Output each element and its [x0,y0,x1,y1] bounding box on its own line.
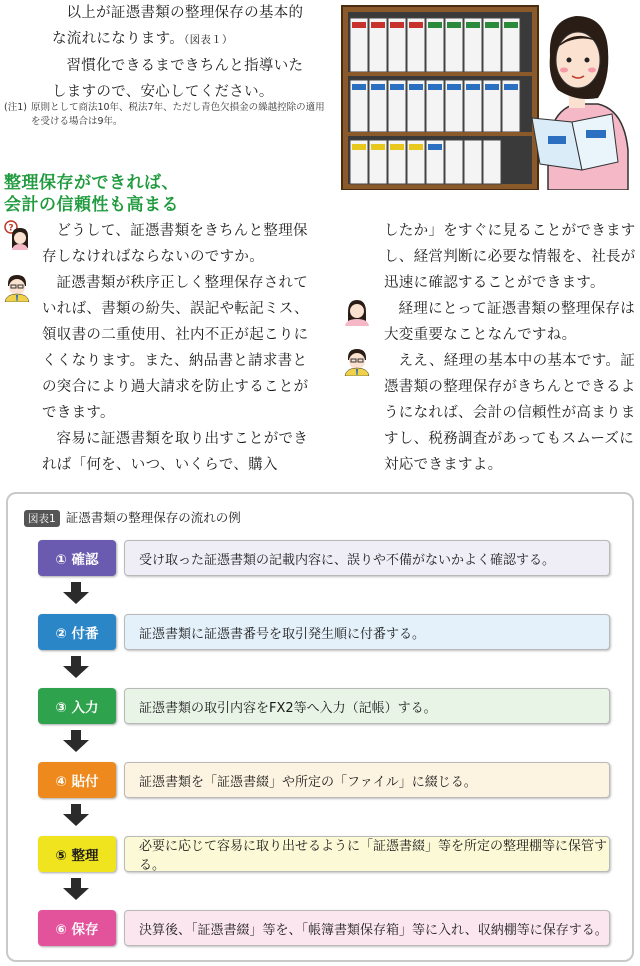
question-1: どうして、証憑書類をきちんと整理保存しなければならないのですか。 [42,223,308,265]
down-arrow-icon [63,804,89,826]
binders-row-1 [350,18,520,72]
step-label: ① 確認 [38,540,116,576]
man-accountant-avatar-icon [2,272,32,302]
step-label: ④ 貼付 [38,762,116,798]
step-label: ⑤ 整理 [38,836,116,872]
figure-reference: （図表１） [184,34,233,46]
figure-1 [6,492,634,962]
woman-figure [532,16,628,190]
svg-text:?: ? [8,223,14,234]
figure-title [24,508,241,527]
step-label: ② 付番 [38,614,116,650]
answer-2-continued: したか」をすぐに見ることができますし、経営判断に必要な情報を、社長が迅速に確認することができます。 [384,223,636,291]
woman-question-avatar-icon [2,220,32,250]
dialogue-left-column [42,218,314,478]
intro-paragraph-2: 習慣化できるまできちんと指導いたしますので、安心してください。 [52,58,304,100]
intro-paragraph-1: 以上が証憑書類の整理保存の基本的な流れになります。（図表１） [52,5,304,47]
footnote-text: 原則として商法10年、税法7年、ただし青色欠損金の繰越控除の適用を受ける場合は9年。 [30,102,325,127]
section-heading-line-2: 会計の信頼性も高まる [4,195,179,215]
step-description: 証憑書類を「証憑書綴」や所定の「ファイル」に綴じる。 [124,762,610,798]
step-label: ③ 入力 [38,688,116,724]
step-description: 証憑書類の取引内容をFX2等へ入力（記帳）する。 [124,688,610,724]
down-arrow-icon [63,730,89,752]
intro-text [52,0,310,105]
binders-row-2 [350,80,520,132]
man-accountant-avatar-icon [342,346,372,376]
footnote [4,101,326,129]
down-arrow-icon [63,582,89,604]
section-heading-line-1: 整理保存ができれば、 [4,173,179,193]
figure-badge: 図表1 [24,510,60,527]
down-arrow-icon [63,878,89,900]
answer-2: 容易に証憑書類を取り出すことができれば「何を、いつ、いくらで、購入 [42,431,309,473]
footnote-marker: (注1) [4,102,27,113]
down-arrow-icon [63,656,89,678]
answer-1: 証憑書類が秩序正しく整理保存されていれば、書類の紛失、誤記や転記ミス、領収書の二重使用、社内不正が起こりにくくなります。また、納品書と請求書との突合により過大請求を防止することができます。 [42,275,309,421]
woman-avatar-icon [342,296,372,326]
question-2: 経理にとって証憑書類の整理保存は大変重要なことなんですね。 [384,301,636,343]
step-description: 決算後、「証憑書綴」等を、「帳簿書類保存箱」等に入れ、収納棚等に保存する。 [124,910,610,946]
dialogue-right-column [384,218,636,478]
section-heading [4,172,179,216]
figure-title-text: 証憑書類の整理保存の流れの例 [65,510,241,525]
step-description: 必要に応じて容易に取り出せるように「証憑書綴」等を所定の整理棚等に保管する。 [124,836,610,872]
answer-3: ええ、経理の基本中の基本です。証憑書類の整理保存がきちんとできるようになれば、会計の信頼性が高まりますし、税務調査があってもスムーズに対応できますよ。 [384,353,636,473]
step-description: 証憑書類に証憑書番号を取引発生順に付番する。 [124,614,610,650]
step-label: ⑥ 保存 [38,910,116,946]
step-description: 受け取った証憑書類の記載内容に、誤りや不備がないかよく確認する。 [124,540,610,576]
bookshelf-illustration [336,0,632,190]
binders-row-3 [350,140,501,184]
